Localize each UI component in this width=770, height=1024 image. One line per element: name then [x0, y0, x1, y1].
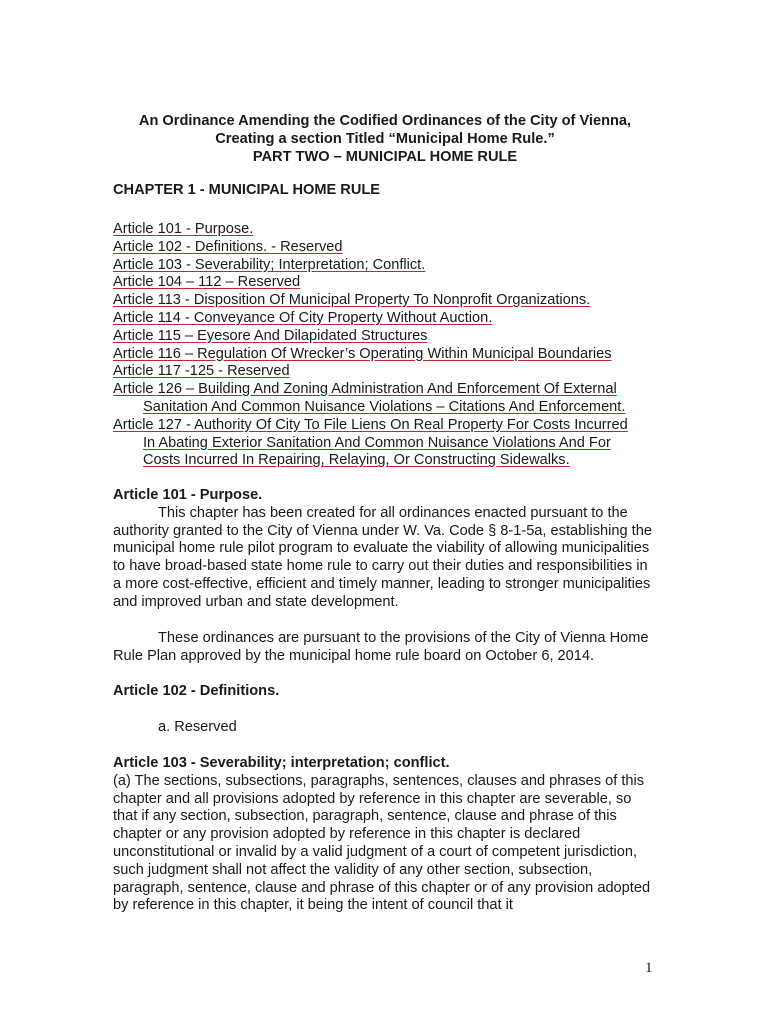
toc-link-article-127[interactable]: Article 127 - Authority Of City To File Liens On Real Property For Costs Incurred In Abating Exterior Sanitation And Common Nuisance Violations And For Costs Incurred In Repairing, Relaying, Or Constructing Sidewalks. [113, 416, 628, 469]
toc-link-article-104-112[interactable]: Article 104 – 112 – Reserved [113, 274, 301, 291]
title-line-3: PART TWO – MUNICIPAL HOME RULE [252, 149, 518, 165]
article-102-heading: Article 102 - Definitions. [113, 683, 280, 699]
toc-link-article-115[interactable]: Article 115 – Eyesore And Dilapidated Structures [113, 327, 428, 344]
toc-link-article-126[interactable]: Article 126 – Building And Zoning Administration And Enforcement Of External Sanitation And Common Nuisance Violations – Citations And Enforcement. [113, 381, 626, 415]
article-103-heading: Article 103 - Severability; interpretation; conflict. [113, 755, 450, 771]
toc-link-article-103[interactable]: Article 103 - Severability; Interpretation; Conflict. [113, 256, 426, 273]
toc-link-article-114[interactable]: Article 114 - Conveyance Of City Property Without Auction. [113, 309, 493, 326]
toc-link-article-101[interactable]: Article 101 - Purpose. [113, 221, 254, 237]
article-102-items [113, 719, 658, 737]
toc-link-article-102[interactable]: Article 102 - Definitions. - Reserved [113, 238, 343, 255]
toc-link-article-116[interactable]: Article 116 – Regulation Of Wrecker’s Operating Within Municipal Boundaries [113, 345, 612, 362]
article-102-item-a: a. Reserved [158, 719, 237, 735]
title-line-1: An Ordinance Amending the Codified Ordinances of the City of Vienna, [138, 113, 632, 129]
article-103-paragraph-a: (a) The sections, subsections, paragraphs, sentences, clauses and phrases of this chapter and all provisions adopted by reference in this chapter are severable, so that if any section, subsection, paragraph, sentence, clause and phrase of this chapter or any provision adopted by reference in this chapter is declared unconstitutional or invalid by a valid judgment of a court of competent jurisdiction, such judgment shall not affect the validity of any other section, subsection, paragraph, sentence, clause and phrase of this chapter or of any provision adopted by reference in this chapter, it being the intent of council that it [113, 772, 651, 914]
article-101-paragraph-1: This chapter has been created for all ordinances enacted pursuant to the authority granted to the City of Vienna under W. Va. Code § 8-1-5a, establishing the municipal home rule pilot program to evaluate the viability of allowing municipalities to have broad-based state home rule to carry out their duties and responsibilities in a more cost-effective, efficient and timely manner, leading to stronger municipalities and improved urban and state development. [113, 504, 652, 610]
page-number: 1 [645, 960, 653, 976]
article-103-section [113, 755, 658, 915]
article-101-paragraph-2: These ordinances are pursuant to the provisions of the City of Vienna Home Rule Plan approved by the municipal home rule board on October 6, 2014. [113, 630, 649, 664]
article-101-section-cont [113, 630, 658, 666]
ordinance-title [0, 112, 770, 166]
toc-link-article-117-125[interactable]: Article 117 -125 - Reserved [113, 363, 290, 380]
article-101-heading: Article 101 - Purpose. [113, 487, 263, 503]
toc-link-article-113[interactable]: Article 113 - Disposition Of Municipal Property To Nonprofit Organizations. [113, 292, 591, 309]
article-101-section [113, 487, 658, 612]
title-line-2: Creating a section Titled “Municipal Home Rule.” [215, 131, 555, 147]
article-102-section [113, 683, 658, 701]
table-of-contents [113, 221, 673, 470]
chapter-heading: CHAPTER 1 - MUNICIPAL HOME RULE [113, 182, 381, 198]
